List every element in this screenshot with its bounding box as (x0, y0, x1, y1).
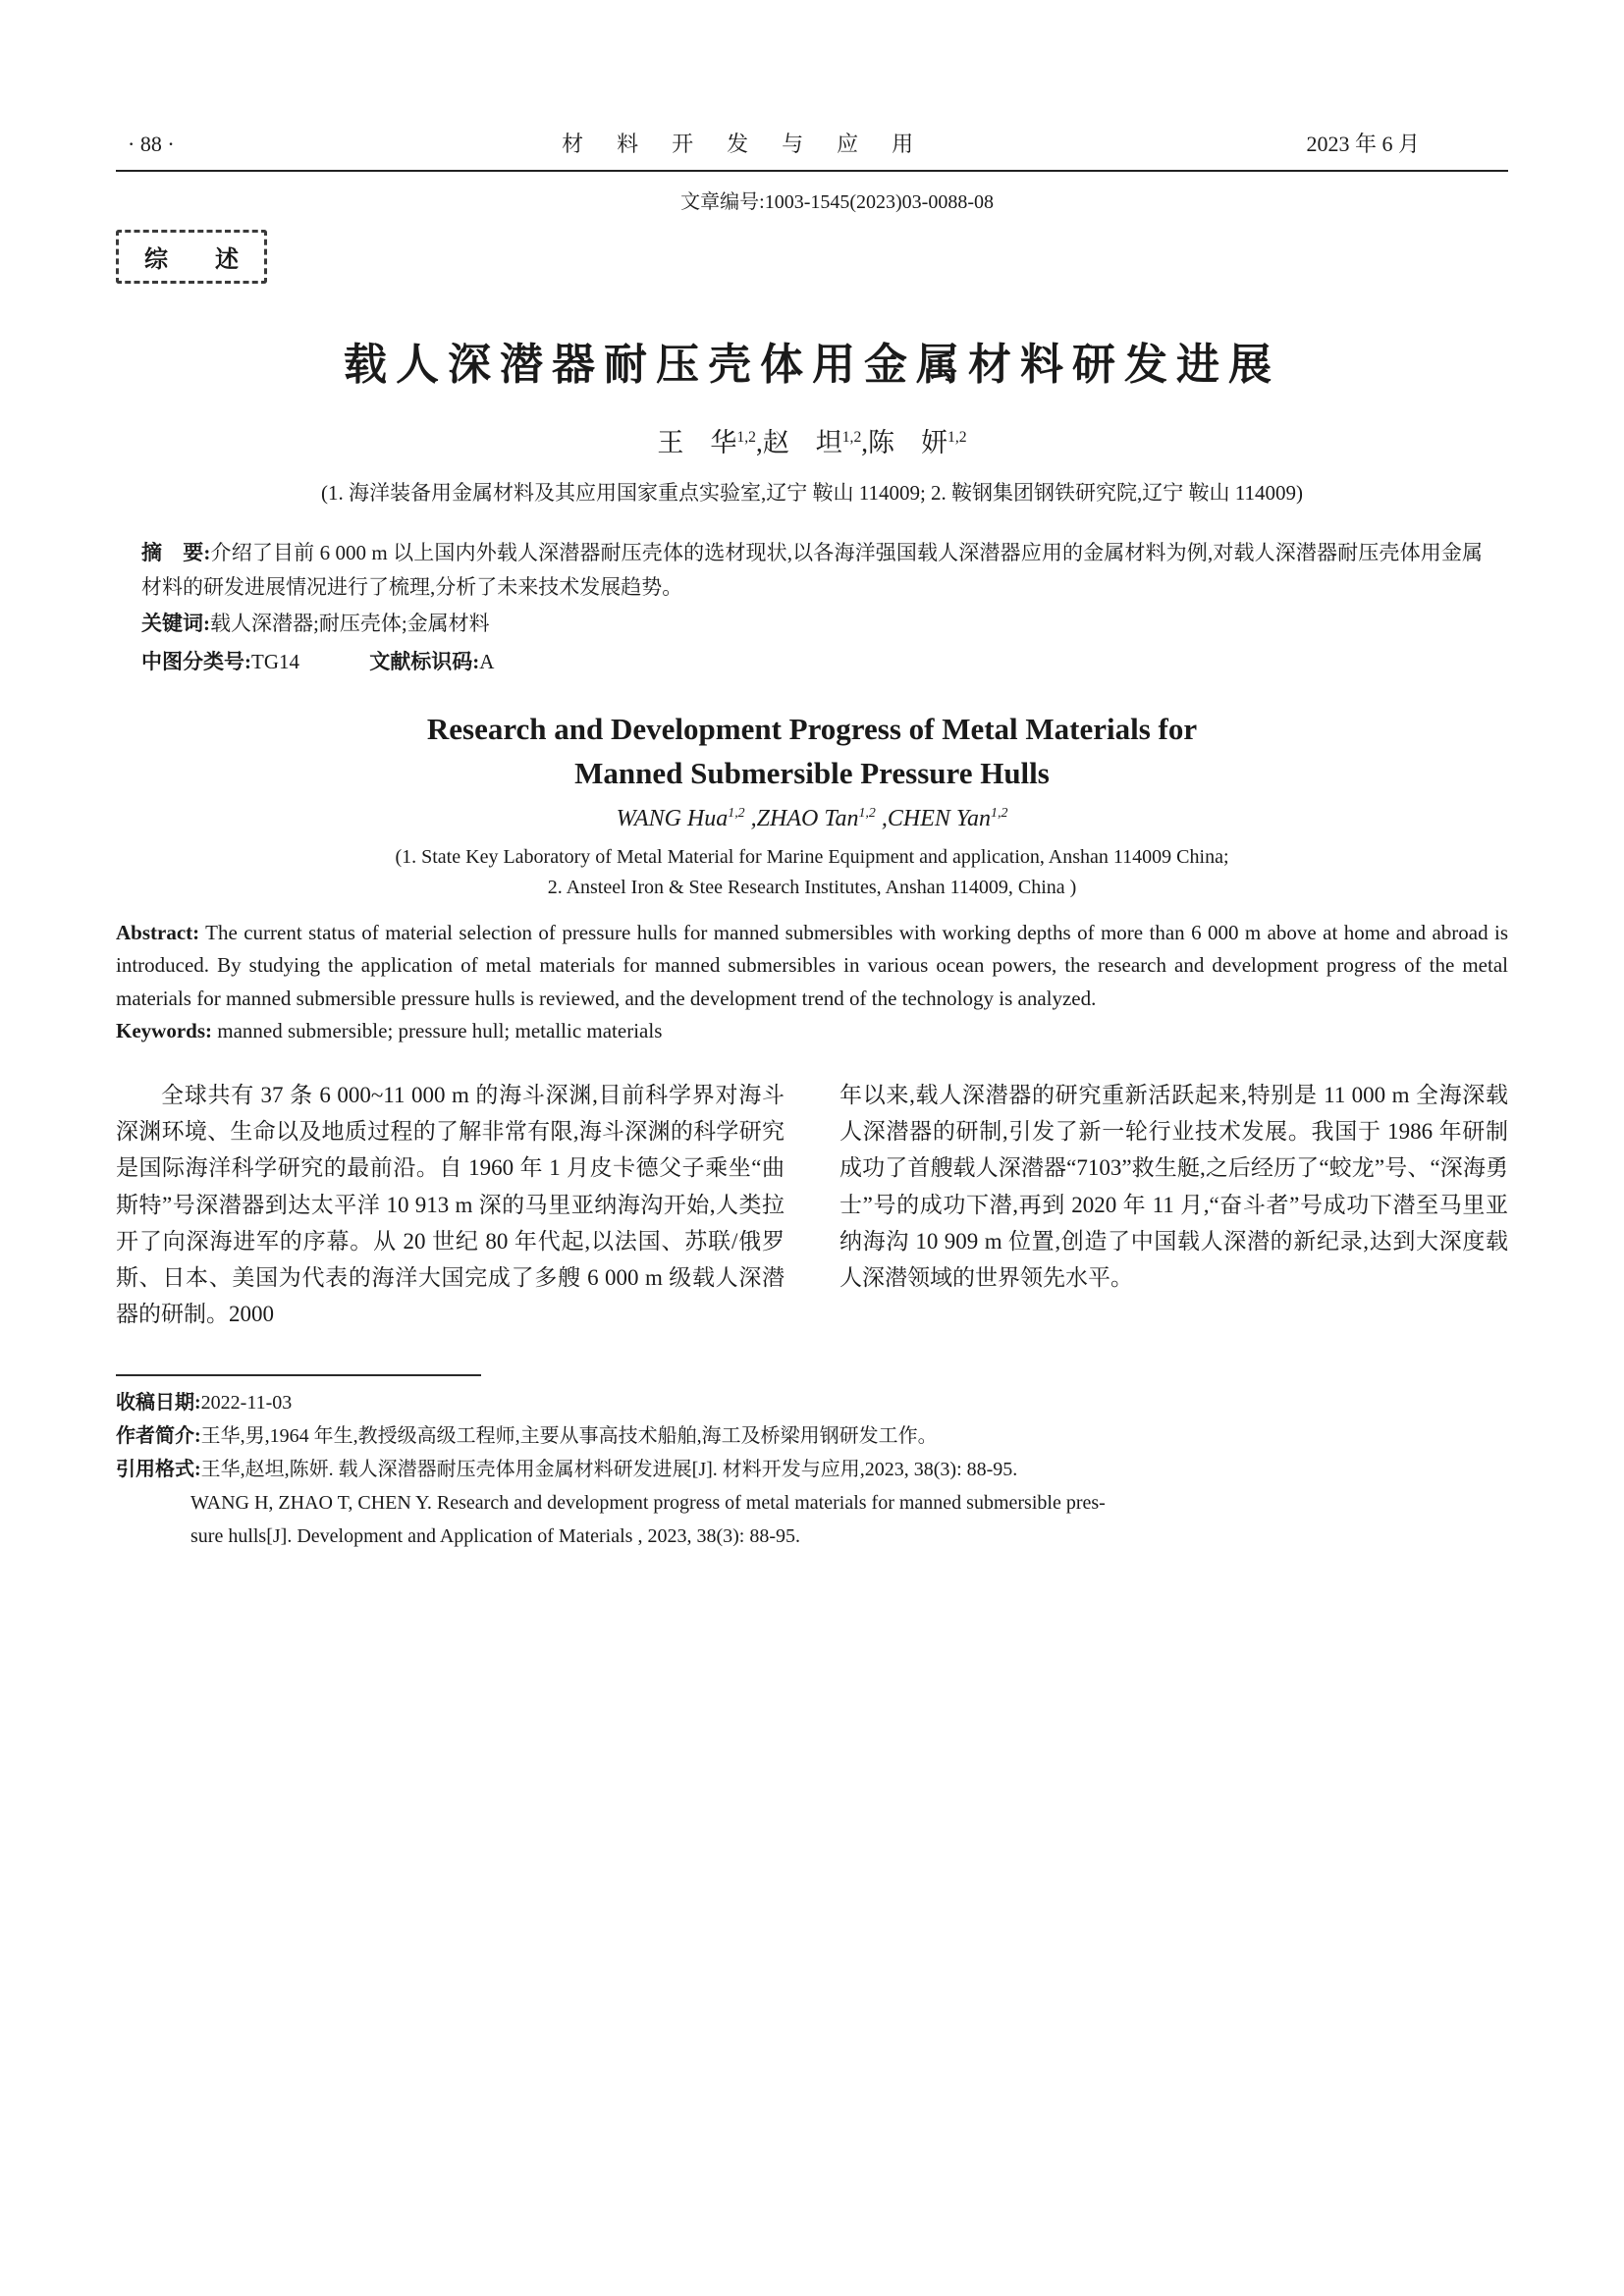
clc-value: TG14 (251, 649, 299, 673)
abstract-cn-label: 摘 要: (141, 541, 211, 564)
issue-date: 2023 年 6 月 (1306, 132, 1420, 156)
author-separator: , (755, 428, 763, 457)
abstract-cn-text: 介绍了目前 6 000 m 以上国内外载人深潜器耐压壳体的选材现状,以各海洋强国载人深潜器应用的金属材料为例,对载人深潜器耐压壳体用金属材料的研发进展情况进行了梳理,分析了未来技术发展趋势。 (141, 541, 1483, 599)
journal-title: 材 料 开 发 与 应 用 (562, 132, 920, 156)
author-separator: , (861, 428, 869, 457)
body-paragraph-right: 年以来,载人深潜器的研究重新活跃起来,特别是 11 000 m 全海深载人深潜器的研制,引发了新一轮行业技术发展。我国于 1986 年研制成功了首艘载人深潜器“7103”救生艇,之后经历了“蛟龙”号、“深海勇士”号的成功下潜,再到 2020 年 11 月,“奋斗者”号成功下潜至马里亚纳海沟 10 909 m 位置,创造了中国载人深潜的新纪录,达到大深度载人深潜领域的世界领先水平。 (839, 1082, 1508, 1291)
abstract-en (116, 917, 1508, 1015)
body-column-right (839, 1077, 1508, 1333)
body-paragraph-left: 全球共有 37 条 6 000~11 000 m 的海斗深渊,目前科学界对海斗深渊环境、生命以及地质过程的了解非常有限,海斗深渊的科学研究是国际海洋科学研究的最前沿。自 1960 年 1 月皮卡德父子乘坐“曲斯特”号深潜器到达太平洋 10 913 m 深的马里亚纳海沟开始,人类拉开了向深海进军的序幕。从 20 世纪 80 年代起,以法国、苏联/俄罗斯、日本、美国为代表的海洋大国完成了多艘 6 000 m 级载人深潜器的研制。2000 (116, 1082, 785, 1327)
received-date-label: 收稿日期: (116, 1391, 201, 1414)
footnote-separator (116, 1374, 481, 1376)
author-cn-affil-sup: 1,2 (947, 429, 967, 446)
citation-label: 引用格式: (116, 1458, 201, 1480)
authors-cn (116, 421, 1508, 459)
title-cn: 载人深潜器耐压壳体用金属材料研发进展 (344, 341, 1280, 389)
abstract-en-label: Abstract: (116, 921, 200, 945)
affiliation-en-line2: 2. Ansteel Iron & Stee Research Institutes, Anshan 114009, China ) (547, 877, 1077, 899)
abstract-block-cn (116, 536, 1508, 678)
doc-code-value: A (479, 649, 495, 673)
keywords-cn (141, 607, 1483, 641)
title-en (116, 708, 1508, 796)
affiliation-en-line1: (1. State Key Laboratory of Metal Material for Marine Equipment and application, Anshan 114009 China; (395, 846, 1229, 869)
affiliation-en (116, 842, 1508, 903)
body-text (116, 1077, 1508, 1333)
clc-number (141, 650, 299, 673)
citation-line-en-1: WANG H, ZHAO T, CHEN Y. Research and development progress of metal materials for manned submersible pres- (190, 1491, 1106, 1514)
title-en-line1: Research and Development Progress of Metal Materials for (426, 712, 1198, 747)
doc-code-label: 文献标识码: (369, 649, 480, 673)
journal-running-head (116, 128, 1508, 172)
category-badge: 综 述 (116, 230, 267, 284)
author-cn-name: 陈 妍 (868, 428, 948, 457)
abstract-cn (141, 536, 1483, 605)
author-cn-affil-sup: 1,2 (736, 429, 756, 446)
keywords-en-label: Keywords: (116, 1018, 212, 1042)
citation-line-cn (116, 1453, 1508, 1486)
clc-line (141, 645, 1483, 679)
received-date-line (116, 1386, 1508, 1419)
author-cn-affil-sup: 1,2 (841, 429, 862, 446)
received-date-value: 2022-11-03 (200, 1391, 293, 1414)
category-badge-row (116, 214, 1508, 284)
body-column-left (116, 1077, 785, 1333)
author-en-affil-sup: 1,2 (728, 806, 745, 822)
doc-code (369, 650, 494, 673)
keywords-en-text: manned submersible; pressure hull; metallic materials (217, 1018, 663, 1042)
affiliation-cn: (1. 海洋装备用金属材料及其应用国家重点实验室,辽宁 鞍山 114009; 2. 鞍钢集团钢铁研究院,辽宁 鞍山 114009) (320, 481, 1303, 505)
author-en-name: CHEN Yan (887, 806, 992, 832)
abstract-en-text: The current status of material selection of pressure hulls for manned submersibles with working depths of more than 6 000 m above at home and abroad is introduced. By studying the application of metal materials for manned submersibles in various ocean powers, the research and development progress of the metal materials for manned submersible pressure hulls is reviewed, and the development trend of the technology is analyzed. (116, 921, 1509, 1010)
citation-line-en-2: sure hulls[J]. Development and Application of Materials , 2023, 38(3): 88-95. (190, 1524, 800, 1547)
citation-cn-text: 王华,赵坦,陈妍. 载人深潜器耐压壳体用金属材料研发进展[J]. 材料开发与应用,2023, 38(3): 88-95. (200, 1458, 1018, 1480)
keywords-en (116, 1019, 1508, 1043)
author-cn-name: 王 华 (657, 428, 737, 457)
author-en-affil-sup: 1,2 (858, 806, 876, 822)
keywords-cn-text: 载人深潜器;耐压壳体;金属材料 (210, 611, 490, 635)
author-separator: , (744, 806, 757, 832)
author-bio-label: 作者简介: (116, 1424, 201, 1447)
author-separator: , (875, 806, 888, 832)
author-cn-name: 赵 坦 (762, 428, 842, 457)
title-en-line2: Manned Submersible Pressure Hulls (574, 756, 1050, 791)
article-number: 文章编号:1003-1545(2023)03-0088-08 (680, 191, 994, 213)
clc-label: 中图分类号: (141, 649, 251, 673)
keywords-cn-label: 关键词: (141, 611, 210, 635)
author-bio-line (116, 1419, 1508, 1453)
authors-en (116, 806, 1508, 832)
author-bio-text: 王华,男,1964 年生,教授级高级工程师,主要从事高技术船舶,海工及桥梁用钢研发工作。 (200, 1424, 938, 1447)
first-page-footnote (116, 1374, 1508, 1553)
author-en-affil-sup: 1,2 (991, 806, 1008, 822)
page-number: · 88 · (128, 132, 175, 156)
author-en-name: ZHAO Tan (756, 806, 859, 832)
author-en-name: WANG Hua (616, 806, 729, 832)
